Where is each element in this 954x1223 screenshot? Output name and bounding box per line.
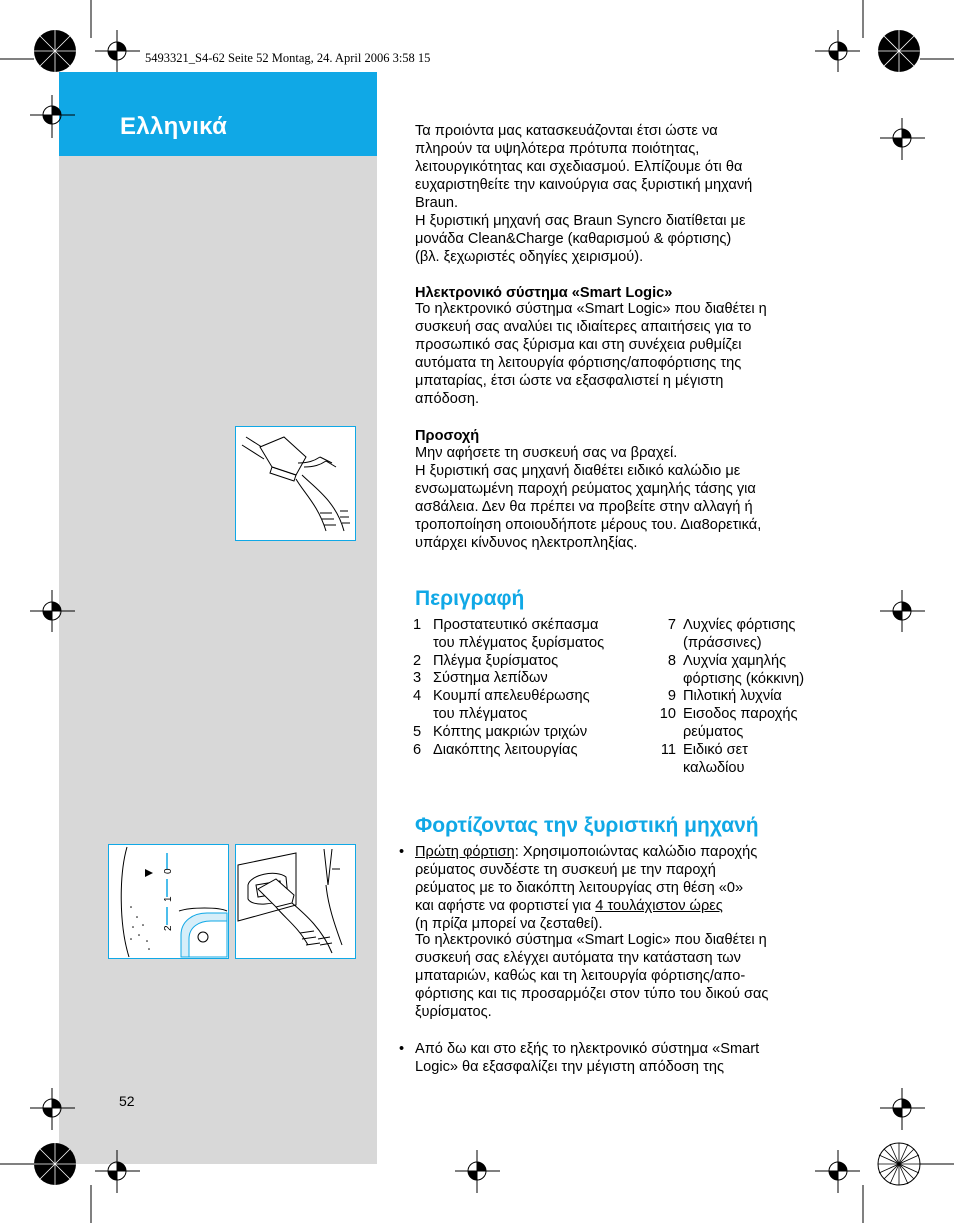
bullet-1-note: (η πρίζα μπορεί να ζεσταθεί). — [415, 916, 603, 932]
switch-figure — [108, 844, 229, 959]
list-item-text: Λυχνίες φόρτισης (πράσσινες) — [683, 617, 796, 651]
switch-mark-1: 1 — [163, 896, 174, 902]
list-item-text: Σύστημα λεπίδων — [433, 670, 548, 686]
list-item: 6 — [413, 742, 422, 758]
list-item-text: Λυχνία χαμηλής φόρτισης (κόκκινη) — [683, 653, 805, 687]
caution-text: Μην αφήσετε τη συσκευή σας να βραχεί. Η ξυριστική σας μηχανή διαθέτει ειδικό καλώδιο με ενσωματωμένη παροχή ρεύματος χαμηλής τάσης για ασ8άλεια. Δεν θα πρέπει να προβείτε στην αλλαγή ή τροποποίηση οποιουδήποτε μέρους του. Δια8ορετικά, υπάρχει κίνδυνος ηλεκτροπληξίας. — [415, 445, 762, 551]
shaver-switch-illustration — [109, 845, 228, 958]
plug-socket-figure — [235, 844, 356, 959]
switch-mark-0: 0 — [163, 868, 174, 874]
charging-bullet-2: Από δω και στο εξής το ηλεκτρονικό σύστημα «Smart Logic» θα εξασφαλίζει την μέγιστη απόδοση της — [415, 1041, 760, 1075]
list-item: 10 — [659, 706, 676, 722]
list-item-text: Κόπτης μακριών τριχών — [433, 724, 588, 740]
list-item: 8 — [667, 653, 676, 669]
list-item-text: Προστατευτικό σκέπασμα του πλέγματος ξυρίσματος — [433, 617, 605, 651]
list-item-text: Ειδικό σετ καλωδίου — [683, 742, 748, 776]
description-heading: Περιγραφή — [415, 587, 525, 610]
first-charge-label: Πρώτη φόρτιση — [415, 844, 515, 860]
charging-heading: Φορτίζοντας την ξυριστική μηχανή — [415, 814, 759, 837]
charging-bullet-1 — [415, 843, 845, 933]
list-item: 1 — [413, 617, 422, 633]
caution-heading: Προσοχή — [415, 428, 480, 444]
intro-paragraph-1: Τα προιόντα μας κατασκευάζονται έτσι ώστε να πληρούν τα υψηλότερα πρότυπα ποιότητας, λειτουργικότητας και σχεδιασμού. Ελπίζουμε ότι θα ευχαριστηθείτε την καινούργια σας ξυριστική μηχανή Braun. — [415, 123, 753, 211]
min-hours-emphasis: 4 τουλάχιστον ώρες — [595, 898, 723, 914]
switch-mark-2: 2 — [163, 925, 174, 931]
print-slug-line: 5493321_S4-62 Seite 52 Montag, 24. April 2006 3:58 15 — [145, 51, 431, 65]
list-item-text: Κουμπί απελευθέρωσης του πλέγματος — [433, 688, 590, 722]
plug-socket-illustration — [236, 845, 355, 958]
smart-logic-heading: Ηλεκτρονικό σύστημα «Smart Logic» — [415, 285, 673, 301]
list-item: 5 — [413, 724, 422, 740]
charging-smart-logic-text: Το ηλεκτρονικό σύστημα «Smart Logic» που διαθέτει η συσκευή σας ελέγχει αυτόματα την κατάσταση των μπαταριών, καθώς και τη λειτουργία φόρτισης/απο- φόρτισης και τις προσαρμόζει στον τύπο του δικού σας ξυρίσματος. — [415, 932, 769, 1020]
list-item: 3 — [413, 670, 422, 686]
language-title: Ελληνικά — [120, 113, 228, 140]
bullet-1-text: : Χρησιμοποιώντας καλώδιο παροχής ρεύματος συνδέστε τη συσκευή με την παροχή ρεύματος με το διακόπτη λειτουργίας στη θέση «0» και αφήστε να φορτιστεί για — [415, 844, 758, 914]
list-item-text: Διακόπτης λειτουργίας — [433, 742, 578, 758]
list-item: 4 — [413, 688, 422, 704]
power-plug-figure — [235, 426, 356, 541]
list-item-text: Πλέγμα ξυρίσματος — [433, 653, 559, 669]
list-item: 7 — [667, 617, 676, 633]
power-cord-illustration — [236, 427, 355, 540]
list-item-text: Εισοδος παροχής ρεύματος — [683, 706, 798, 740]
list-item: 11 — [660, 742, 676, 758]
intro-paragraph-2: Η ξυριστική μηχανή σας Braun Syncro διατίθεται με μονάδα Clean&Charge (καθαρισμού & φόρτισης) (βλ. ξεχωριστές οδηγίες χειρισμού). — [415, 213, 746, 265]
arrow-icon — [145, 869, 153, 877]
bullet-1-marker: • — [399, 844, 405, 860]
list-item-text: Πιλοτική λυχνία — [683, 688, 782, 704]
page-number: 52 — [119, 1093, 135, 1109]
bullet-2-marker: • — [399, 1041, 405, 1057]
list-item: 2 — [413, 653, 422, 669]
smart-logic-text: Το ηλεκτρονικό σύστημα «Smart Logic» που διαθέτει η συσκευή σας αναλύει τις ιδιαίτερες απαιτήσεις για το προσωπικό σας ξύρισμα και στη συνέχεια ρυθμίζει αυτόματα τη λειτουργία φόρτισης/αποφόρτισης της μπαταρίας, έτσι ώστε να εξασφαλιστεί η μέγιστη απόδοση. — [415, 301, 767, 407]
list-item: 9 — [667, 688, 676, 704]
